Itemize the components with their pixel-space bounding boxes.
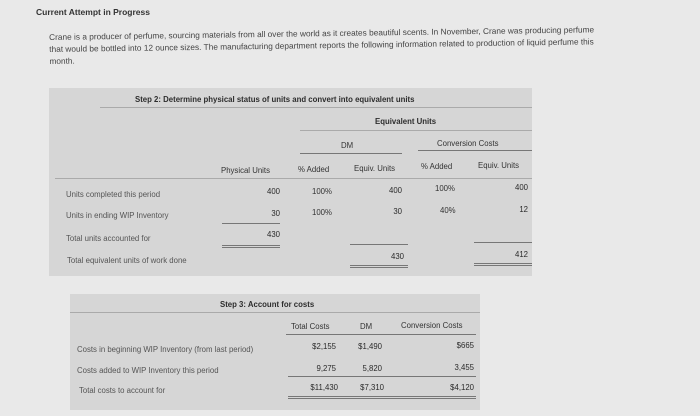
- cc-eu-total-rule: [474, 242, 532, 243]
- ending-wip-cc-pct: 40%: [440, 206, 456, 215]
- row-label-beginning-wip-costs: Costs in beginning WIP Inventory (from last period): [77, 345, 254, 354]
- cc-header-rule: [418, 150, 532, 151]
- dm-eu-double-rule-1: [350, 265, 408, 266]
- column-header-rule: [55, 178, 532, 179]
- physical-total-rule: [222, 223, 280, 224]
- conversion-costs-header: Conversion Costs: [437, 139, 499, 148]
- dm-eu-double-rule-2: [350, 267, 408, 268]
- completed-cc-eu: 400: [514, 183, 528, 192]
- total-costs-dm: $7,310: [360, 383, 384, 392]
- col-physical-units: Physical Units: [221, 166, 270, 175]
- step2-panel: [49, 88, 532, 276]
- completed-dm-eu: 400: [388, 186, 402, 195]
- total-costs-cc: $4,120: [450, 383, 474, 392]
- total-eu-cc: 412: [514, 250, 528, 259]
- step3-double-rule-1: [288, 396, 476, 397]
- completed-physical-units: 400: [266, 187, 280, 196]
- row-label-total-costs: Total costs to account for: [79, 386, 166, 395]
- completed-cc-pct: 100%: [435, 184, 455, 193]
- step2-title: Step 2: Determine physical status of units and convert into equivalent units: [135, 95, 415, 104]
- row-label-completed: Units completed this period: [66, 190, 161, 199]
- beginning-dm-costs: $1,490: [358, 342, 382, 351]
- step3-header-rule: [286, 334, 476, 335]
- dm-header-rule: [300, 153, 402, 154]
- col-equiv-units-cc: Equiv. Units: [478, 161, 520, 170]
- total-eu-dm: 430: [390, 252, 404, 261]
- added-total-costs: 9,275: [316, 364, 336, 373]
- step3-title: Step 3: Account for costs: [220, 300, 315, 309]
- completed-dm-pct: 100%: [312, 187, 332, 196]
- page-title: Current Attempt in Progress: [36, 7, 150, 17]
- physical-double-rule-1: [222, 245, 280, 246]
- cc-eu-double-rule-1: [474, 263, 532, 264]
- dm-eu-total-rule: [350, 244, 408, 245]
- step3-col-total-costs: Total Costs: [291, 322, 330, 331]
- physical-double-rule-2: [222, 247, 280, 248]
- col-pct-added-cc: % Added: [421, 162, 453, 171]
- equivalent-units-header: Equivalent Units: [375, 117, 437, 126]
- step3-col-dm: DM: [360, 322, 373, 331]
- added-dm-costs: 5,820: [362, 364, 382, 373]
- step3-total-rule: [288, 376, 476, 377]
- ending-wip-physical-units: 30: [271, 209, 280, 218]
- ending-wip-dm-pct: 100%: [312, 208, 332, 217]
- row-label-ending-wip: Units in ending WIP Inventory: [66, 211, 169, 220]
- row-label-total-eu: Total equivalent units of work done: [67, 256, 187, 265]
- step3-title-rule: [70, 312, 480, 313]
- cc-eu-double-rule-2: [474, 265, 532, 266]
- step3-double-rule-2: [288, 398, 476, 399]
- col-pct-added-dm: % Added: [298, 165, 330, 174]
- ending-wip-dm-eu: 30: [393, 207, 402, 216]
- row-label-accounted: Total units accounted for: [66, 234, 151, 243]
- row-label-costs-added: Costs added to WIP Inventory this period: [77, 366, 219, 375]
- step2-title-rule: [100, 107, 532, 108]
- step3-col-conversion-costs: Conversion Costs: [401, 321, 463, 330]
- ending-wip-cc-eu: 12: [519, 205, 528, 214]
- dm-header: DM: [341, 141, 354, 150]
- added-cc-costs: 3,455: [454, 363, 474, 372]
- problem-intro: Crane is a producer of perfume, sourcing materials from all over the world as it creates beautiful scents. In November, Crane was producing perfume that would be bottled into 12 ounce sizes. The manufacturing department reports the following information related to production of liquid perfume this month.: [49, 24, 595, 66]
- equivalent-units-rule: [300, 130, 532, 131]
- beginning-total-costs: $2,155: [312, 342, 336, 351]
- accounted-physical-units: 430: [266, 230, 280, 239]
- total-costs-total: $11,430: [310, 383, 338, 392]
- beginning-cc-costs: $665: [456, 341, 474, 350]
- col-equiv-units-dm: Equiv. Units: [354, 164, 396, 173]
